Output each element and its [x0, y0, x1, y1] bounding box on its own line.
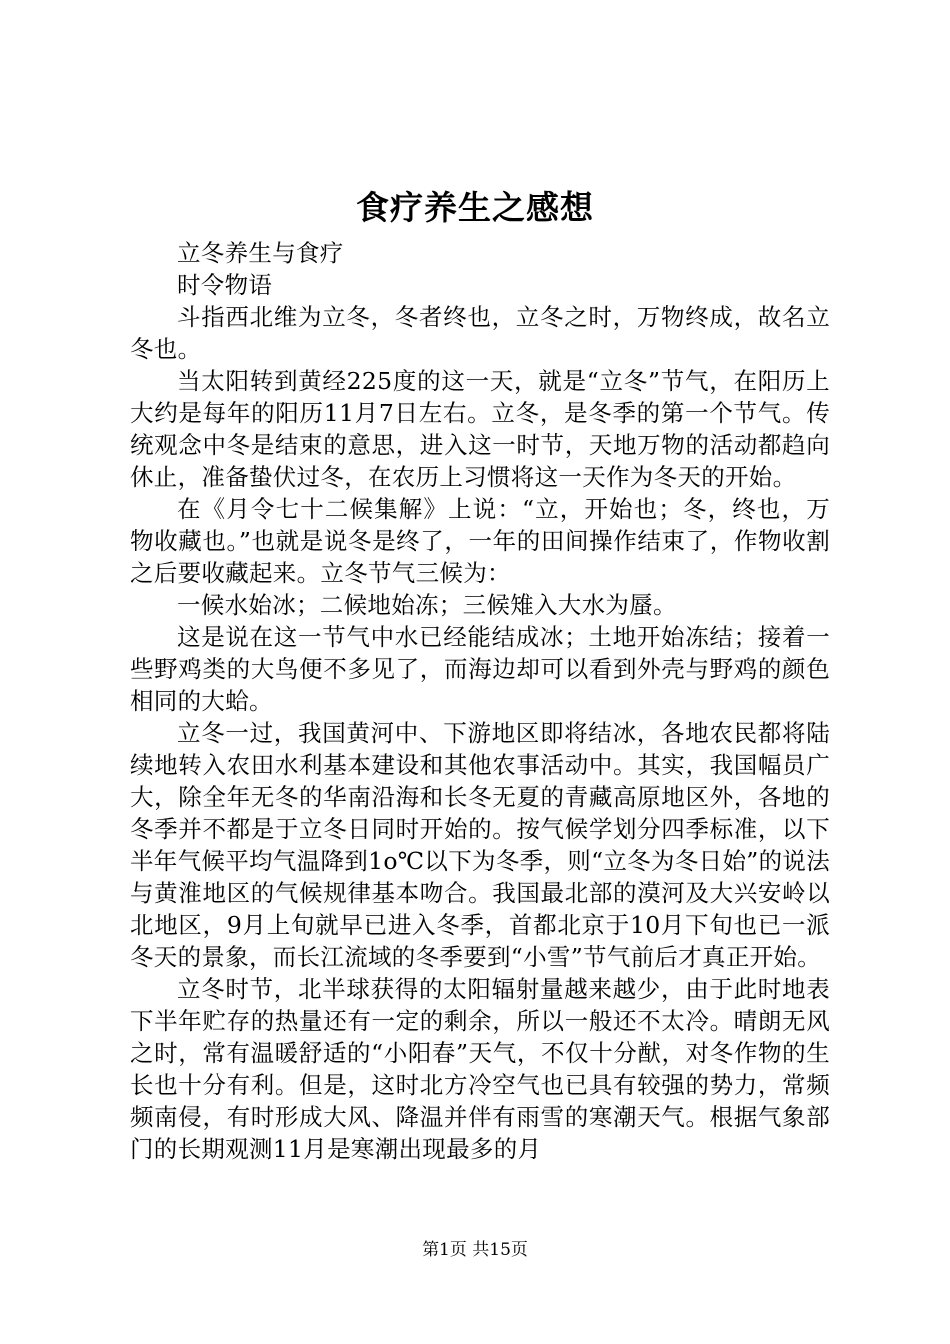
- document-title: 食疗养生之感想: [356, 188, 594, 227]
- paragraph: 斗指西北维为立冬，冬者终也，立冬之时，万物终成，故名立冬也。: [130, 303, 830, 363]
- paragraph-heading-1: 立冬养生与食疗: [177, 239, 344, 267]
- document-body: [130, 237, 830, 1165]
- paragraph: 一候水始冰；二候地始冻；三候雉入大水为蜃。: [177, 591, 677, 619]
- paragraph: 立冬一过，我国黄河中、下游地区即将结冰，各地农民都将陆续地转入农田水利基本建设和其他农事活动中。其实，我国幅员广大，除全年无冬的华南沿海和长冬无夏的青藏高原地区外，各地的冬季并不都是于立冬日同时开始的。按气候学划分四季标准，以下半年气候平均气温降到1o℃以下为冬季，则“立冬为冬日始”的说法与黄淮地区的气候规律基本吻合。我国最北部的漠河及大兴安岭以北地区，9月上旬就早已进入冬季，首都北京于10月下旬也已一派冬天的景象，而长江流域的冬季要到“小雪”节气前后才真正开始。: [130, 719, 830, 971]
- paragraph: 当太阳转到黄经225度的这一天，就是“立冬”节气，在阳历上大约是每年的阳历11月7日左右。立冬，是冬季的第一个节气。传统观念中冬是结束的意思，进入这一时节，天地万物的活动都趋向休止，准备蛰伏过冬，在农历上习惯将这一天作为冬天的开始。: [130, 367, 830, 491]
- paragraph: 立冬时节，北半球获得的太阳辐射量越来越少，由于此时地表下半年贮存的热量还有一定的剩余，所以一般还不太冷。晴朗无风之时，常有温暖舒适的“小阳春”天气，不仅十分猷，对冬作物的生长也十分有利。但是，这时北方冷空气也已具有较强的势力，常频频南侵，有时形成大风、降温并伴有雨雪的寒潮天气。根据气象部门的长期观测11月是寒潮出现最多的月: [130, 975, 830, 1163]
- paragraph: 在《月令七十二候集解》上说：“立，开始也；冬，终也，万物收藏也。”也就是说冬是终了，一年的田间操作结束了，作物收割之后要收藏起来。立冬节气三候为：: [130, 495, 830, 587]
- paragraph-heading-2: 时令物语: [177, 271, 273, 299]
- page-footer: 第1页 共15页: [422, 1240, 528, 1260]
- paragraph: 这是说在这一节气中水已经能结成冰；土地开始冻结；接着一些野鸡类的大鸟便不多见了，而海边却可以看到外壳与野鸡的颜色相同的大蛤。: [130, 623, 830, 715]
